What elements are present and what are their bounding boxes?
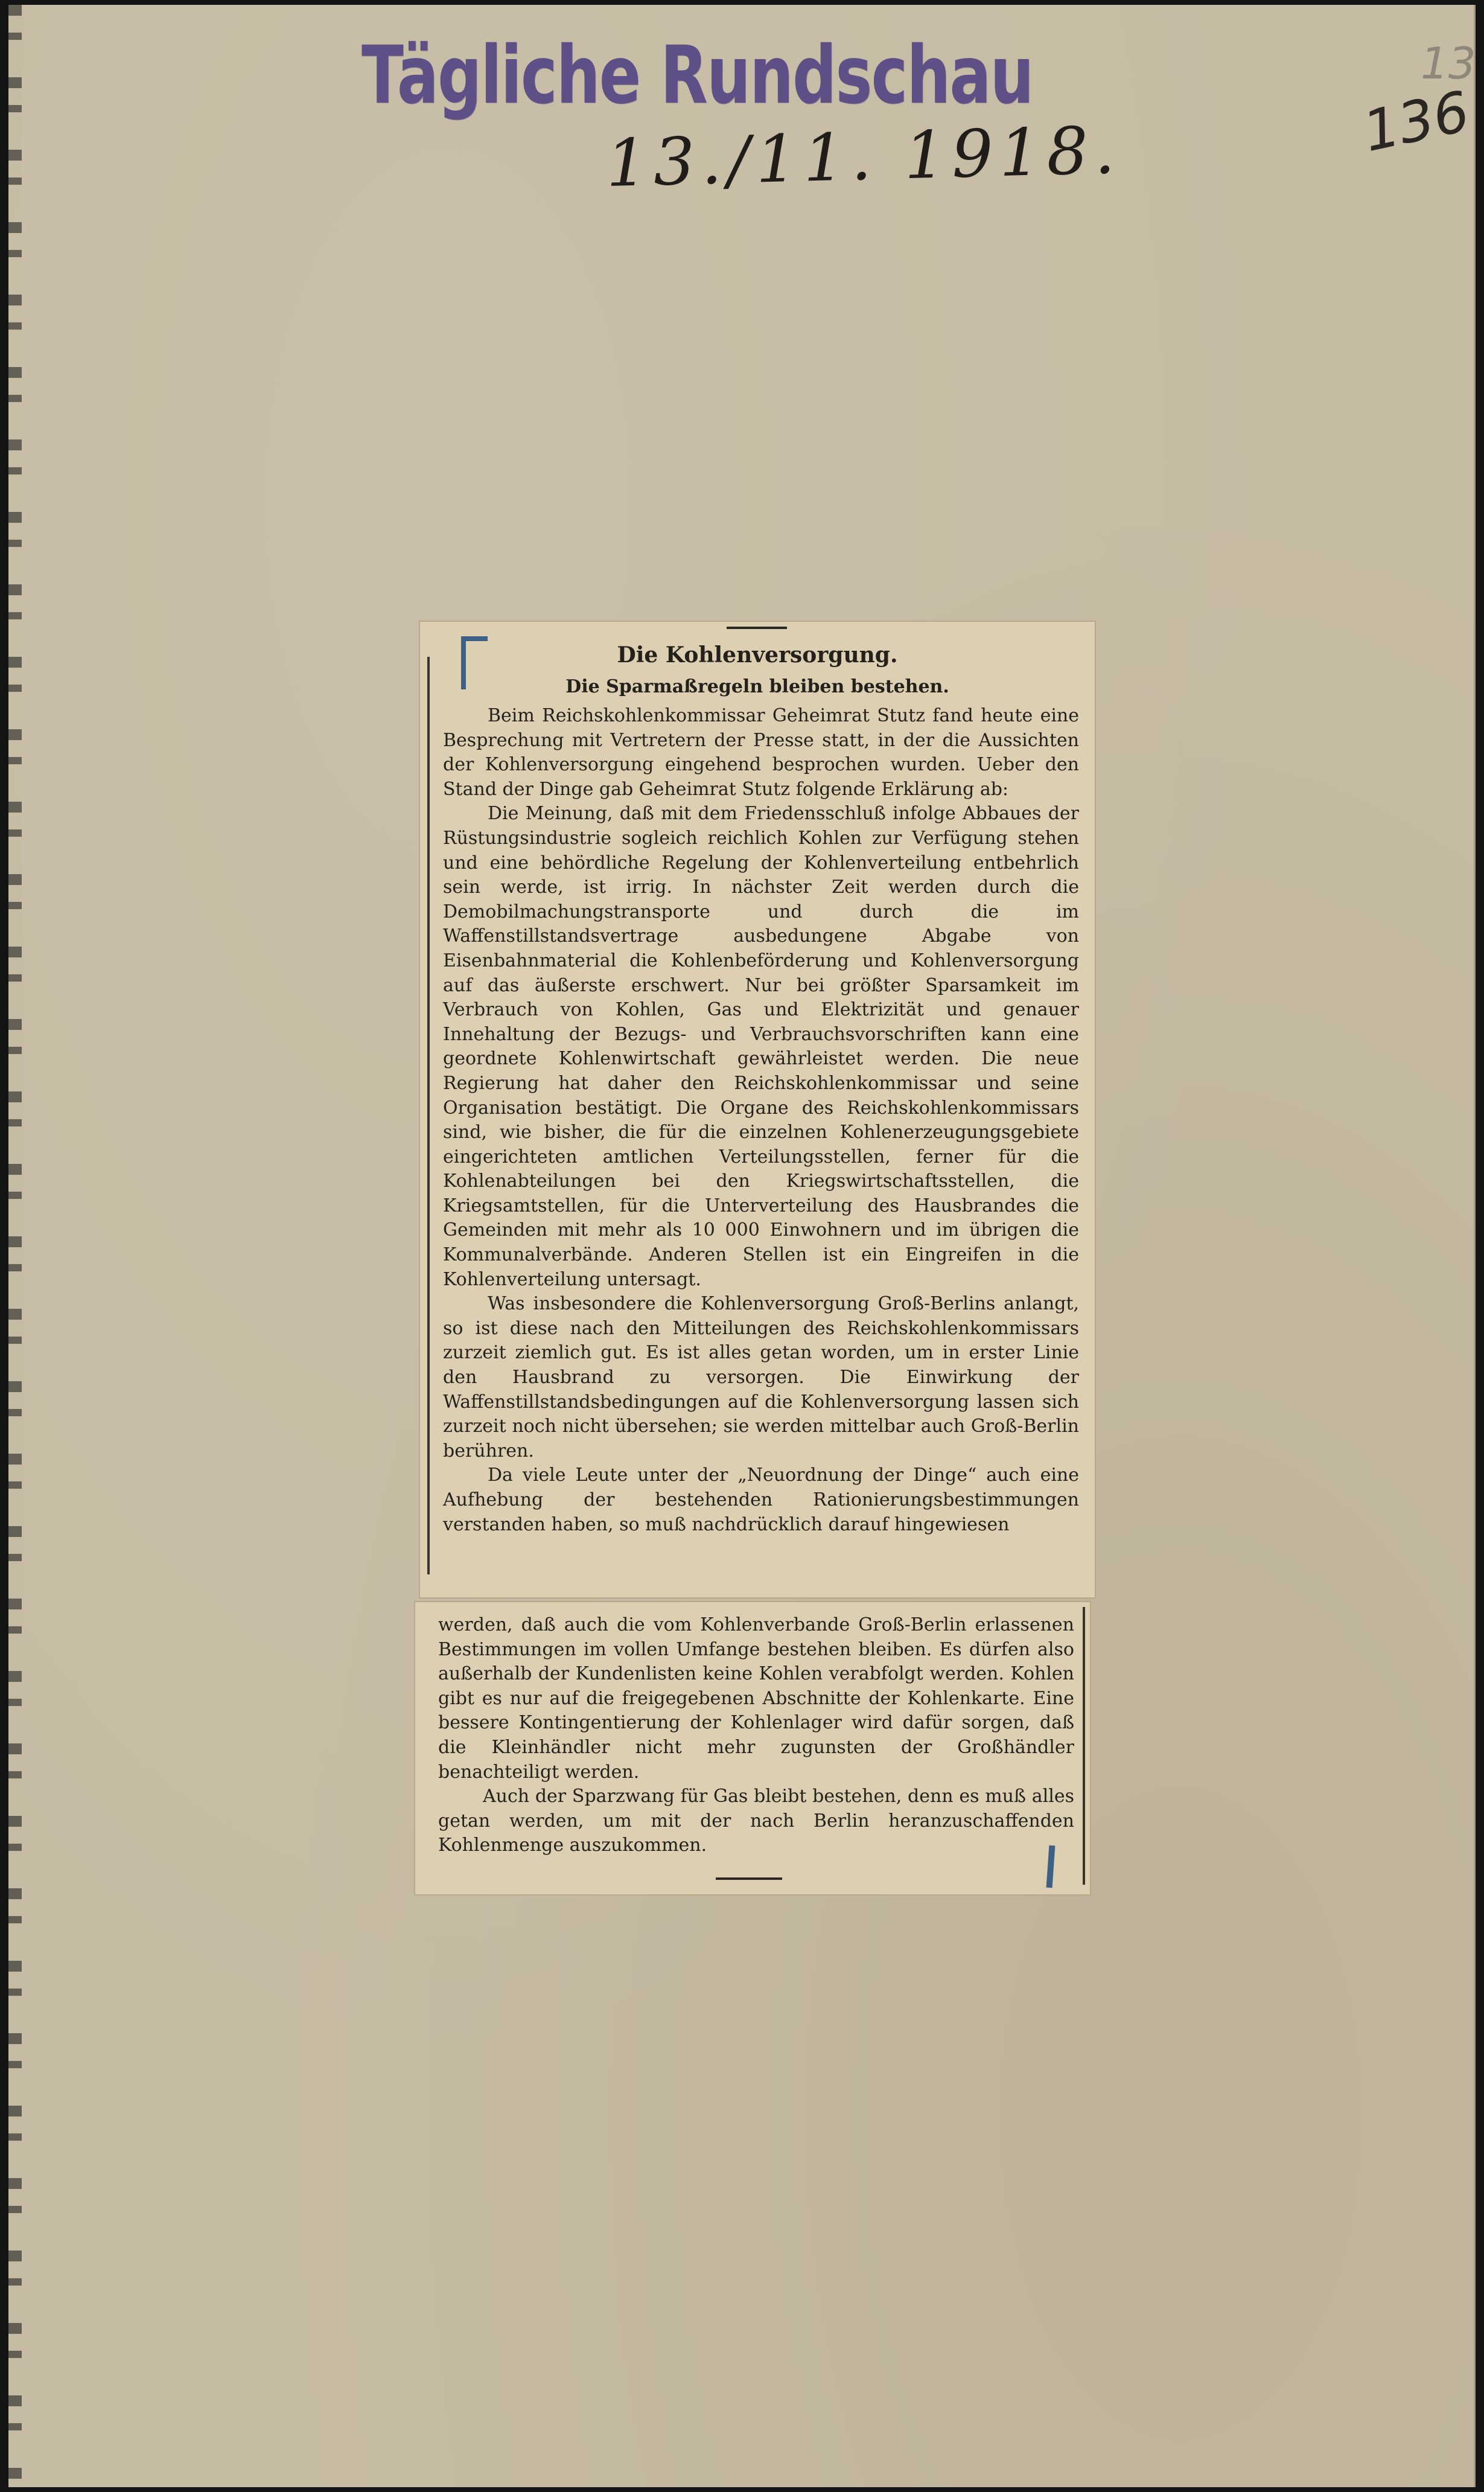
article-headline: Die Kohlenversorgung. xyxy=(617,642,898,668)
torn-left-edge xyxy=(8,5,22,2487)
folio-number: 136 xyxy=(1357,78,1475,165)
article-paragraph: Was insbesondere die Kohlenversorgung Groß-Berlins anlangt, so ist diese nach den Mitteilungen des Reichskohlenkommissars zurzeit ziemlich gut. Es ist alles getan worden, um in erster Linie den Hausbrand zu versorgen. Die Einwirkung der Waffenstillstandsbedingungen auf die Kohlenversorgung lassen sich zurzeit noch nicht übersehen; sie werden mittelbar auch Groß-Berlin berühren. xyxy=(443,1293,1079,1462)
article-paragraph: Auch der Sparzwang für Gas bleibt bestehen, denn es muß alles getan werden, um mit der nach Berlin heranzuschaffenden Kohlenmenge auszukommen. xyxy=(438,1786,1074,1856)
article-paragraph: Da viele Leute unter der „Neuordnung der Dinge“ auch eine Aufhebung der bestehenden Rationierungsbestimmungen verstanden haben, so muß nachdrücklich darauf hingewiesen xyxy=(443,1465,1079,1535)
archive-sheet xyxy=(8,5,1476,2487)
column-rule xyxy=(1083,1607,1085,1885)
newspaper-name-stamp: Tägliche Rundschau xyxy=(361,29,1033,122)
handwritten-date: 13./11. 1918. xyxy=(605,112,1122,202)
article-subheadline: Die Sparmaßregeln bleiben bestehen. xyxy=(565,676,949,697)
separator-rule xyxy=(727,627,787,629)
column-rule xyxy=(427,657,430,1574)
article-paragraph: Die Meinung, daß mit dem Friedensschluß infolge Abbaues der Rüstungsindustrie sogleich reichlich Kohlen zur Verfügung stehen und eine behördliche Regelung der Kohlenverteilung entbehrlich sein werde, ist irrig. In nächster Zeit werden durch die Demobilmachungstransporte und durch die im Waffenstillstandsvertrage ausbedungene Abgabe von Eisenbahnmaterial die Kohlenbeförderung und Kohlenversorgung auf das äußerste erschwert. Nur bei größter Sparsamkeit im Verbrauch von Kohlen, Gas und Elektrizität und genauer Innehaltung der Bezugs- und Verbrauchsvorschriften kann eine geordnete Kohlenwirtschaft gewährleistet werden. Die neue Regierung hat daher den Reichskohlenkommissar und seine Organisation bestätigt. Die Organe des Reichskohlenkommissars sind, wie bisher, die für die einzelnen Kohlenerzeugungsgebiete eingerichteten amtlichen Verteilungsstellen, ferner für die Kohlenabteilungen bei den Kriegswirtschaftsstellen, die Kriegsamtstellen, für die Unterverteilung des Hausbrandes die Gemeinden mit mehr als 10 000 Einwohnern und im übrigen die Kommunalverbände. Anderen Stellen ist ein Eingreifen in die Kohlenverteilung untersagt. xyxy=(443,803,1079,1290)
end-rule xyxy=(716,1877,782,1880)
newspaper-clipping-continuation xyxy=(414,1601,1091,1896)
article-body xyxy=(443,704,1079,1537)
article-paragraph: werden, daß auch die vom Kohlenverbande Groß-Berlin erlassenen Bestimmungen im vollen Umfange bestehen bleiben. Es dürfen also außerhalb der Kundenlisten keine Kohlen verabfolgt werden. Kohlen gibt es nur auf die freigegebenen Abschnitte der Kohlenkarte. Eine bessere Kontingentierung der Kohlenlager wird dafür sorgen, daß die Kleinhändler nicht mehr zugunsten der Großhändler benachteiligt werden. xyxy=(438,1614,1074,1783)
newspaper-clipping-main xyxy=(419,621,1096,1599)
folio-number-top: 13 xyxy=(1421,38,1476,89)
article-paragraph: Beim Reichskohlenkommissar Geheimrat Stutz fand heute eine Besprechung mit Vertretern der Presse statt, in der die Aussichten der Kohlenversorgung eingehend besprochen wurden. Ueber den Stand der Dinge gab Geheimrat Stutz folgende Erklärung ab: xyxy=(443,705,1079,800)
article-body-continued xyxy=(438,1613,1074,1858)
